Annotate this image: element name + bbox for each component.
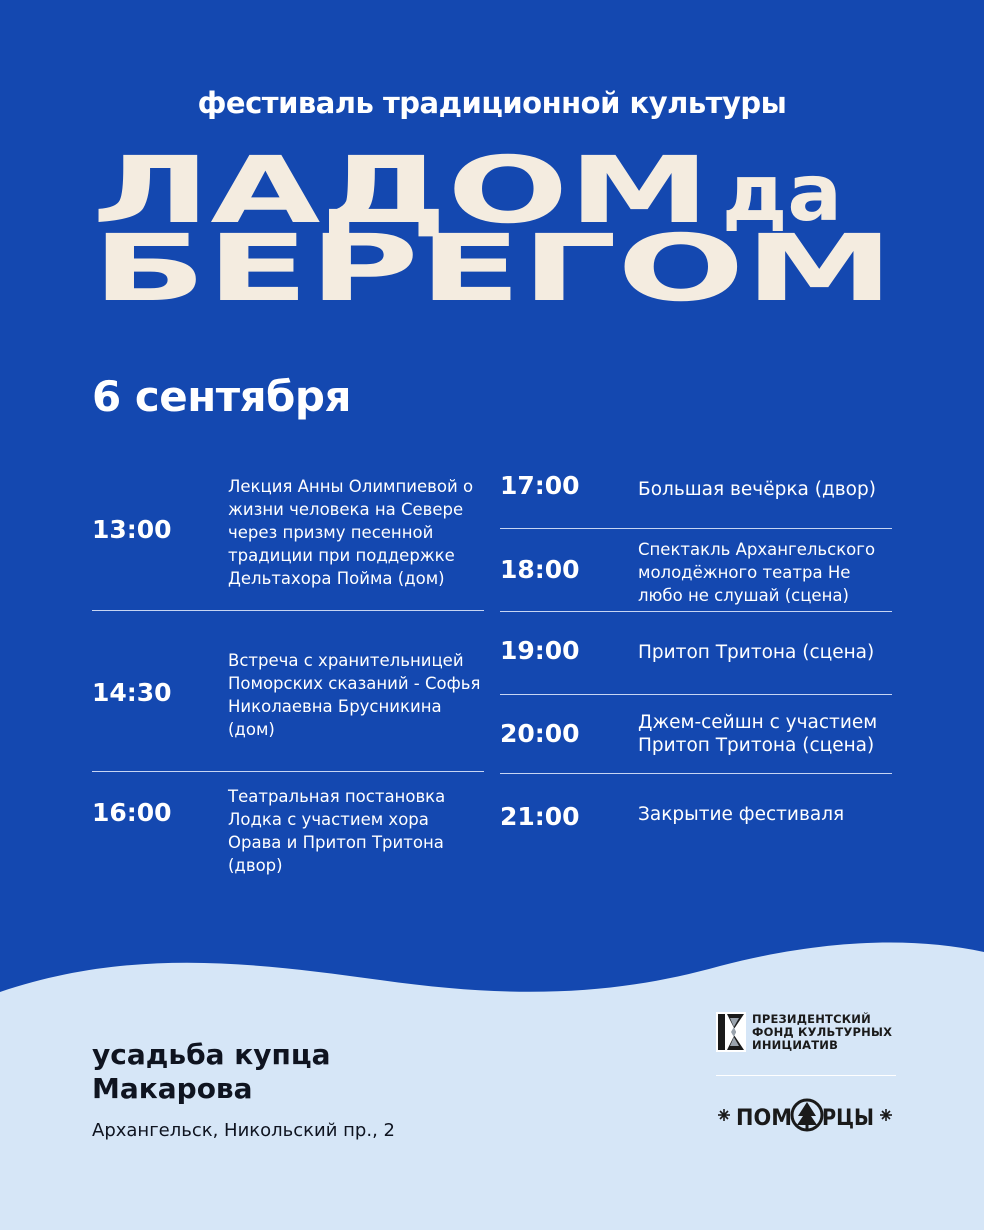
fund-line-3: ИНИЦИАТИВ	[752, 1038, 839, 1052]
fund-line-2: ФОНД КУЛЬТУРНЫХ	[752, 1025, 893, 1039]
logo-da: да	[722, 152, 842, 239]
schedule-time: 20:00	[500, 719, 580, 748]
sponsor-divider	[716, 1075, 896, 1076]
schedule-row	[500, 774, 892, 856]
schedule-title: Большая вечёрка (двор)	[638, 479, 876, 500]
festival-subtitle: фестиваль традиционной культуры	[197, 86, 787, 120]
schedule-row	[92, 611, 484, 772]
event-date: 6 сентября	[92, 372, 351, 421]
schedule-title: Притоп Тритона (сцена)	[638, 642, 875, 663]
fund-text	[752, 1013, 892, 1052]
schedule-time: 19:00	[500, 636, 580, 665]
schedule-title: Встреча с хранительницей Поморских сказаний - Софья Николаевна Брусникина (дом)	[228, 651, 481, 739]
schedule-row	[500, 612, 892, 695]
schedule-title: Театральная постановка Лодка с участием хора Орава и Притоп Тритона (двор)	[228, 787, 446, 875]
schedule-time: 18:00	[500, 555, 580, 584]
snowflake-icon	[880, 1109, 892, 1121]
schedule-row	[500, 462, 892, 529]
schedule-title: Джем-сейшн с участием Притоп Тритона (сцена)	[638, 712, 878, 756]
schedule-title: Закрытие фестиваля	[638, 804, 845, 825]
schedule-row	[92, 772, 484, 882]
schedule-row	[500, 529, 892, 612]
venue-line-1: усадьба купца	[92, 1038, 331, 1071]
venue-name	[92, 1038, 331, 1106]
fund-logo-icon	[716, 1012, 746, 1052]
venue-address: Архангельск, Никольский пр., 2	[92, 1120, 395, 1141]
fund-line-1: ПРЕЗИДЕНТСКИЙ	[752, 1012, 871, 1026]
logo-line-2: БЕРЕГОМ	[92, 215, 894, 312]
pomortsy-tree-icon	[792, 1100, 822, 1130]
pomortsy-logo	[714, 1094, 898, 1138]
schedule-time: 14:30	[92, 678, 172, 707]
venue-line-2: Макарова	[92, 1072, 253, 1105]
schedule-right-column	[500, 462, 892, 856]
schedule-row	[500, 695, 892, 774]
pomortsy-text-a: ПОМ	[736, 1106, 792, 1131]
schedule-row	[92, 462, 484, 611]
festival-logo	[92, 152, 894, 312]
schedule-time: 16:00	[92, 798, 172, 827]
pomortsy-text-b: РЦЫ	[822, 1106, 874, 1131]
schedule-time: 13:00	[92, 515, 172, 544]
schedule-title: Спектакль Архангельского молодёжного театра Не любо не слушай (сцена)	[638, 540, 876, 605]
snowflake-icon	[718, 1109, 730, 1121]
presidential-fund-logo	[716, 1010, 894, 1054]
schedule-left-column	[92, 462, 484, 882]
schedule-time: 21:00	[500, 802, 580, 831]
schedule-title: Лекция Анны Олимпиевой о жизни человека на Севере через призму песенной традиции при поддержке Дельтахора Пойма (дом)	[228, 477, 474, 588]
schedule-time: 17:00	[500, 471, 580, 500]
logo-line-1: ЛАДОМ	[92, 152, 710, 244]
